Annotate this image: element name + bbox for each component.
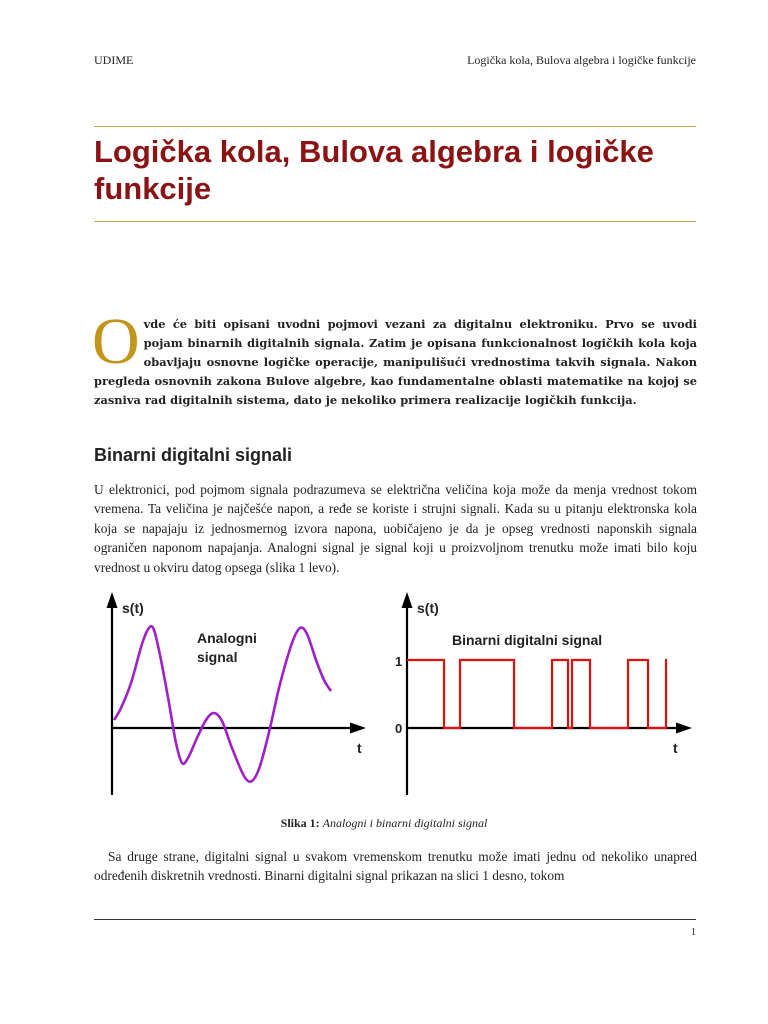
running-header-right: Logička kola, Bulova algebra i logičke funkcije (467, 53, 696, 67)
page-number: 1 (691, 927, 696, 938)
digital-y-arrow (402, 592, 413, 608)
document-title: Logička kola, Bulova algebra i logičke funkcije (94, 134, 654, 206)
analog-x-arrow (350, 723, 366, 734)
caption-text: Analogni i binarni digitalni signal (322, 816, 488, 830)
figure-caption (0, 816, 768, 831)
analog-label-line1: Analogni (197, 630, 257, 646)
body-paragraph-2: Sa druge strane, digitalni signal u svakom vremenskom trenutku može imati jednu od nekoliko unapred određenih diskretnih vrednosti. Binarni digitalni signal prikazan na slici 1 desno, tokom (94, 849, 697, 884)
title-rule-bottom (94, 221, 696, 222)
running-header-left: UDIME (94, 53, 134, 67)
digital-level-high: 1 (395, 654, 403, 669)
title-rule-top (94, 126, 696, 127)
analog-label-line2: signal (197, 649, 238, 665)
digital-y-axis-label: s(t) (417, 600, 439, 616)
intro-paragraph (92, 305, 697, 410)
analog-y-arrow (107, 592, 118, 608)
digital-x-axis-label: t (673, 740, 678, 756)
section-heading: Binarni digitalni signali (94, 445, 293, 465)
caption-label: Slika 1: (280, 816, 320, 830)
analog-y-axis-label: s(t) (122, 600, 144, 616)
digital-title-label: Binarni digitalni signal (452, 632, 603, 648)
digital-level-low: 0 (395, 721, 403, 736)
digital-x-arrow (676, 723, 692, 734)
analog-x-axis-label: t (357, 740, 362, 756)
body-paragraph-1: U elektronici, pod pojmom signala podrazumeva se električna veličina koja može da menja vrednost tokom vremena. Ta veličina je najčešće napon, a ređe se koriste i strujni signali. Kada su u pitanju elektronska kola koja se napajaju iz jednosmernog izvora napona, uobičajeno je da je opseg vrednosti naponskih signala ograničen naponom napajanja. Analogni signal je signal koji u proizvoljnom trenutku može imati bilo koju vrednost u okviru datog opsega (slika 1 levo). (94, 482, 697, 575)
footer-rule (94, 919, 696, 920)
figure-signals (94, 588, 704, 802)
analog-signal-plot (107, 592, 367, 795)
digital-signal-plot (395, 592, 692, 795)
drop-cap: O (92, 305, 140, 378)
intro-text: vde će biti opisani uvodni pojmovi vezani za digitalnu elektroniku. Prvo se uvodi pojam binarnih digitalnih signala. Zatim je opisana funkcionalnost logičkih kola koja obavljaju osnovne logičke operacije, manipulišući vrednostima takvih signala. Nakon pregleda osnovnih zakona Bulove algebre, kao fundamentalne oblasti matematike na kojoj se zasniva rad digitalnih sistema, dato je nekoliko primera realizacije logičkih funkcija. (94, 317, 697, 407)
digital-waveform (407, 660, 666, 728)
